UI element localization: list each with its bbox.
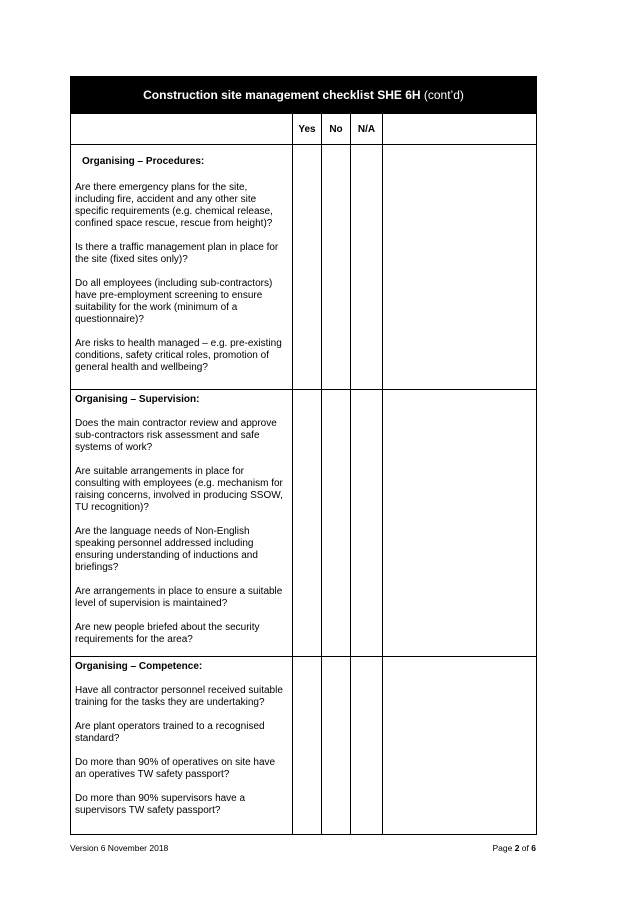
no-cell[interactable]	[322, 145, 351, 390]
page-of: of	[521, 843, 529, 853]
no-cell[interactable]	[322, 390, 351, 657]
header-question-cell	[71, 114, 293, 145]
table-title-bold: Construction site management checklist SHE 6H	[143, 88, 421, 102]
section-row-competence	[71, 657, 537, 835]
checklist-table	[70, 76, 537, 835]
page-label: Page	[492, 843, 513, 853]
question-text: Are plant operators trained to a recognised standard?	[75, 721, 265, 744]
table-title	[71, 77, 537, 114]
question-text: Do more than 90% of operatives on site have an operatives TW safety passport?	[75, 757, 276, 780]
question-text: Are risks to health managed – e.g. pre-existing conditions, safety critical roles, promotion of general health and wellbeing?	[75, 338, 282, 373]
question-text: Does the main contractor review and approve sub-contractors risk assessment and safe systems of work?	[75, 418, 277, 453]
question-text: Are arrangements in place to ensure a suitable level of supervision is maintained?	[75, 586, 283, 609]
section-title: Organising – Supervision:	[75, 394, 200, 405]
yes-cell[interactable]	[293, 657, 322, 835]
notes-cell[interactable]	[383, 390, 537, 657]
question-text: Are the language needs of Non-English speaking personnel addressed including ensuring understanding of inductions and briefings?	[75, 526, 258, 573]
question-text: Are there emergency plans for the site, including fire, accident and any other site specific requirements (e.g. chemical release, confined space rescue, rescue from height)?	[75, 182, 273, 229]
na-cell[interactable]	[351, 657, 383, 835]
section-supervision	[71, 390, 293, 657]
section-title: Organising – Competence:	[75, 661, 203, 672]
section-row-procedures	[71, 145, 537, 390]
na-cell[interactable]	[351, 390, 383, 657]
section-procedures	[71, 145, 293, 390]
page-current: 2	[514, 843, 520, 853]
footer-version: Version 6 November 2018	[70, 843, 169, 853]
no-cell[interactable]	[322, 657, 351, 835]
yes-cell[interactable]	[293, 390, 322, 657]
question-text: Are suitable arrangements in place for consulting with employees (e.g. mechanism for raising concerns, involved in producing SSOW, TU recognition)?	[75, 466, 283, 513]
header-no: No	[322, 114, 351, 145]
na-cell[interactable]	[351, 145, 383, 390]
table-title-suffix: (cont’d)	[420, 88, 464, 102]
footer-page-number	[492, 843, 536, 853]
header-na: N/A	[351, 114, 383, 145]
question-text: Do more than 90% supervisors have a supervisors TW safety passport?	[75, 793, 246, 816]
question-text: Have all contractor personnel received suitable training for the tasks they are undertaking?	[75, 685, 283, 708]
question-text: Are new people briefed about the security requirements for the area?	[75, 622, 260, 645]
yes-cell[interactable]	[293, 145, 322, 390]
page-total: 6	[531, 843, 536, 853]
section-title: Organising – Procedures:	[82, 156, 205, 167]
question-text: Is there a traffic management plan in place for the site (fixed sites only)?	[75, 242, 279, 265]
header-notes-cell	[383, 114, 537, 145]
header-yes: Yes	[293, 114, 322, 145]
section-competence	[71, 657, 293, 835]
section-row-supervision	[71, 390, 537, 657]
notes-cell[interactable]	[383, 657, 537, 835]
notes-cell[interactable]	[383, 145, 537, 390]
question-text: Do all employees (including sub-contractors) have pre-employment screening to ensure suitability for the work (minimum of a questionnaire)?	[75, 278, 273, 325]
